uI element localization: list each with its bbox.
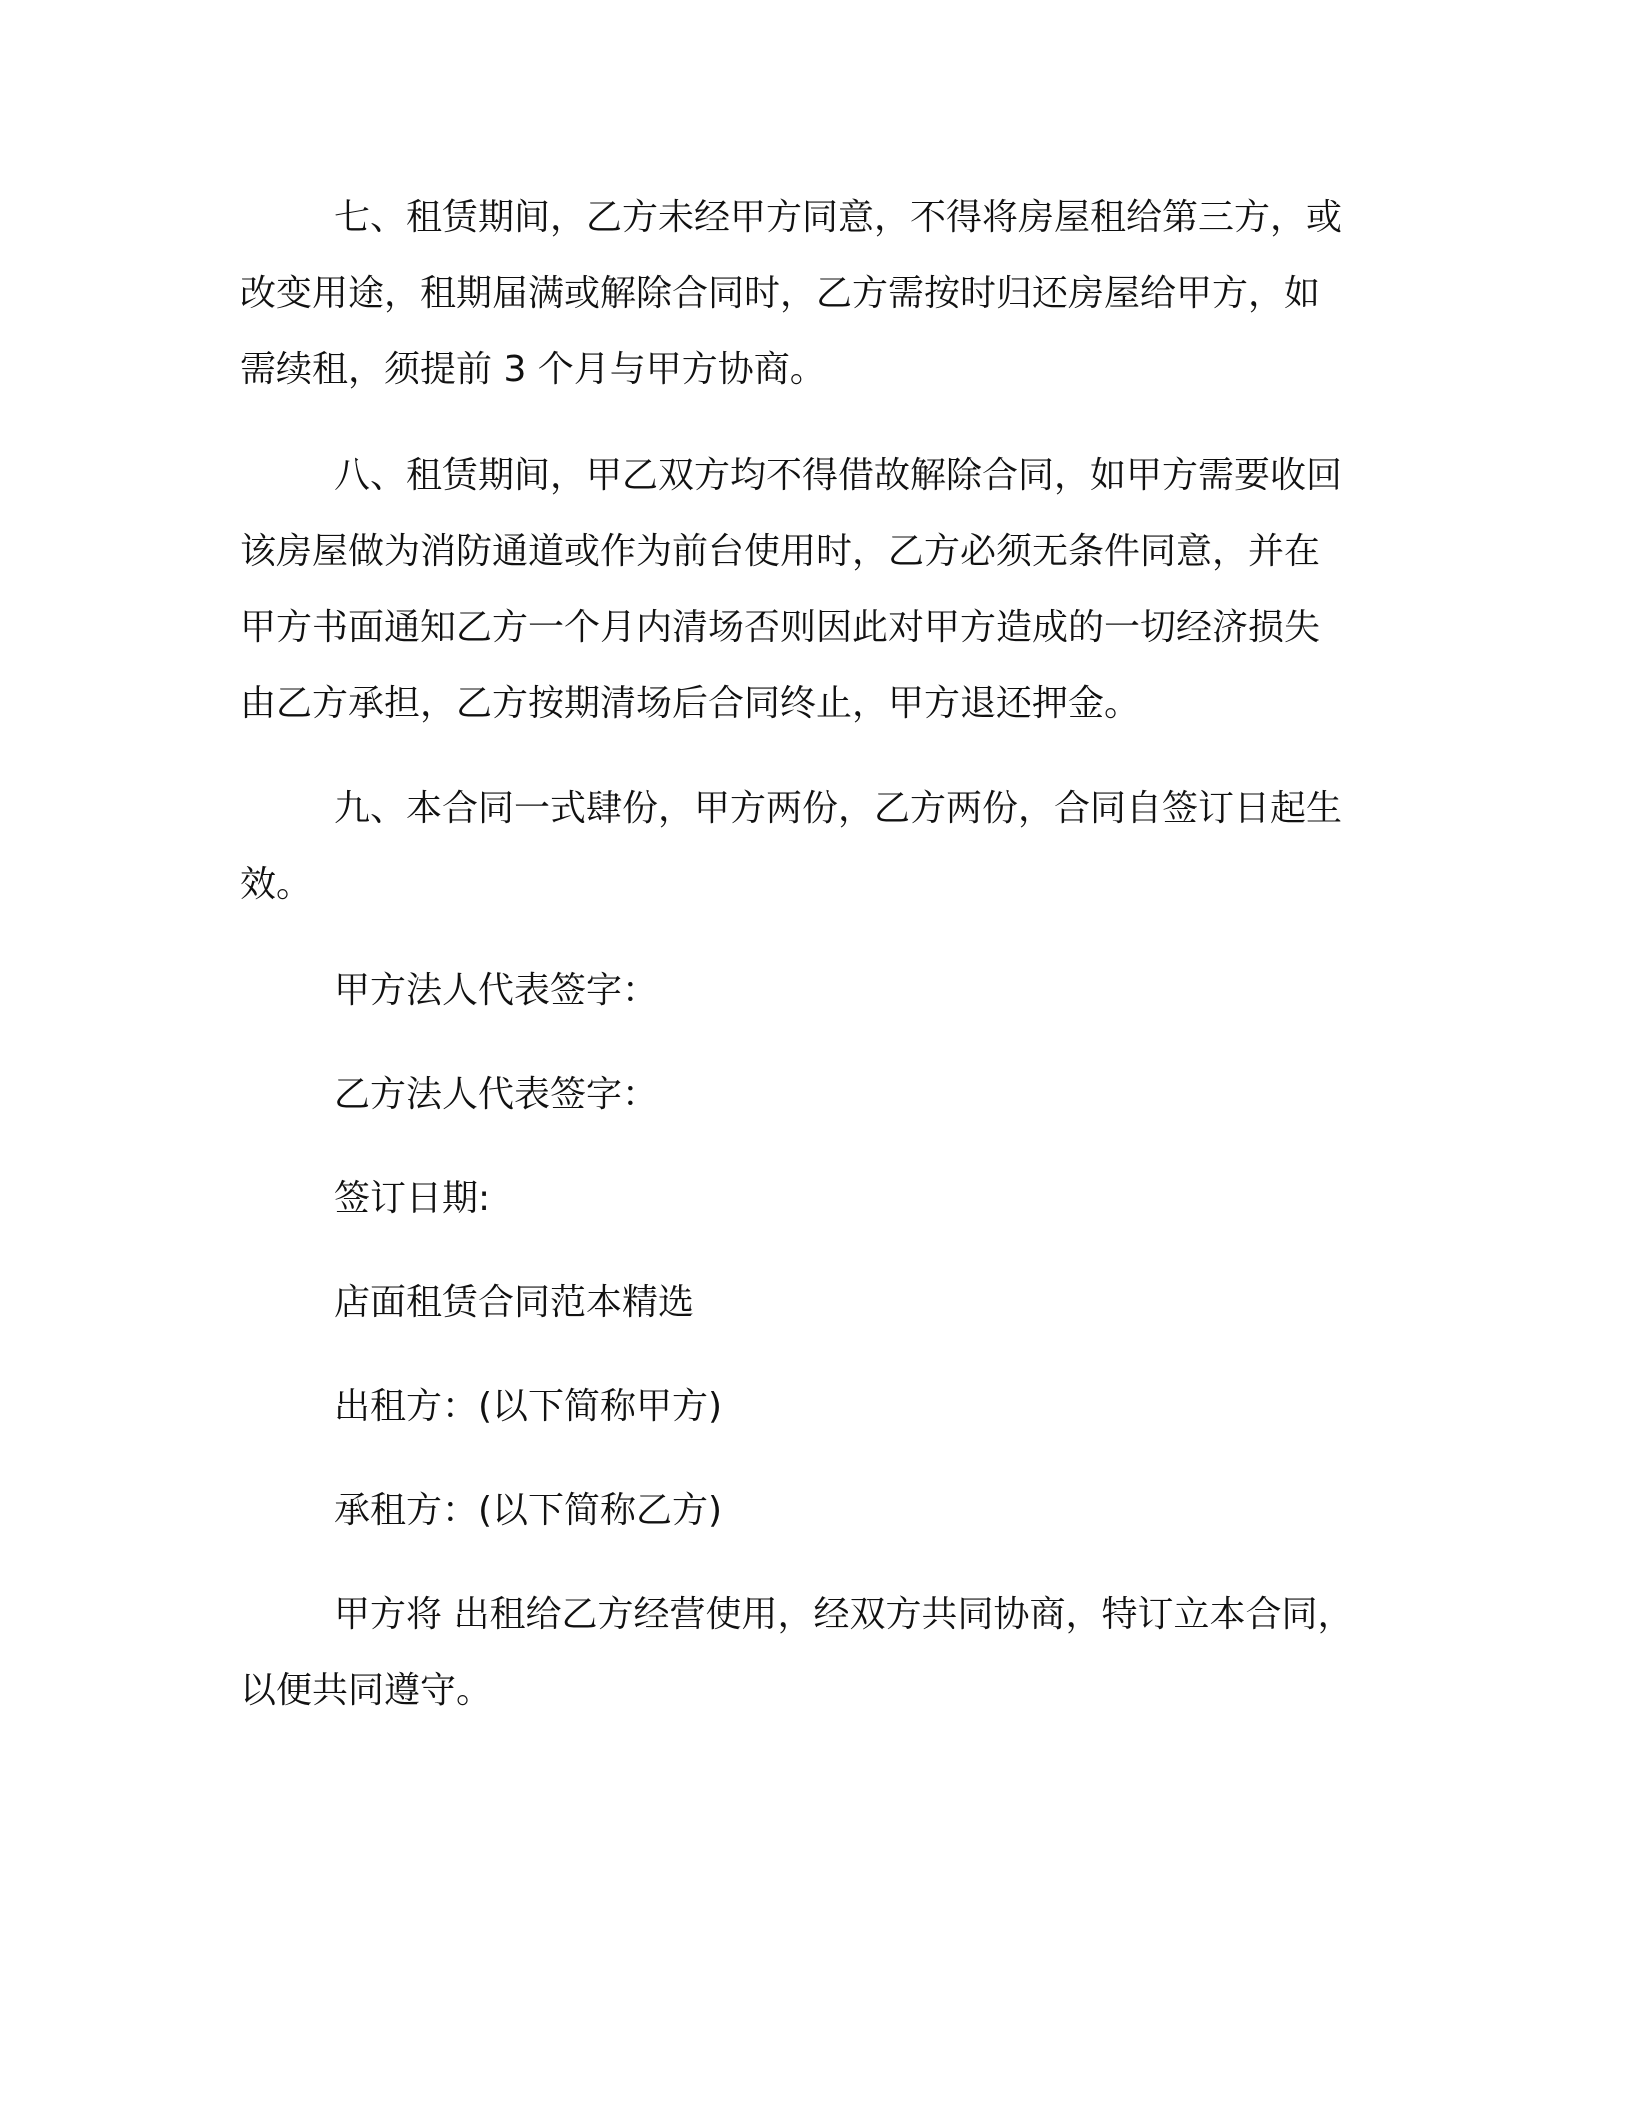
intro-line-1: 甲方将 出租给乙方经营使用，经双方共同协商，特订立本合同， (334, 1594, 1354, 1635)
clause-9-line-1: 九、本合同一式肆份，甲方两份，乙方两份，合同自签订日起生 (334, 788, 1343, 829)
clause-7-line-1: 七、租赁期间，乙方未经甲方同意，不得将房屋租给第三方，或 (334, 197, 1343, 238)
template-title: 店面租赁合同范本精选 (334, 1282, 695, 1323)
clause-8-line-1: 八、租赁期间，甲乙双方均不得借故解除合同，如甲方需要收回 (334, 455, 1343, 496)
signature-party-a: 甲方法人代表签字： (334, 970, 659, 1011)
lessee-line: 承租方：(以下简称乙方) (334, 1490, 723, 1531)
clause-7-line-2: 改变用途，租期届满或解除合同时，乙方需按时归还房屋给甲方，如 (240, 273, 1321, 314)
clause-9-line-2: 效。 (240, 864, 313, 905)
clause-8-line-2: 该房屋做为消防通道或作为前台使用时，乙方必须无条件同意，并在 (240, 531, 1321, 572)
lessor-line: 出租方：(以下简称甲方) (334, 1386, 723, 1427)
clause-8-line-3: 甲方书面通知乙方一个月内清场否则因此对甲方造成的一切经济损失 (240, 607, 1321, 648)
clause-7-line-3: 需续租，须提前 3 个月与甲方协商。 (240, 349, 826, 390)
sign-date: 签订日期: (334, 1178, 491, 1219)
intro-line-2: 以便共同遵守。 (240, 1670, 493, 1711)
clause-8-line-4: 由乙方承担，乙方按期清场后合同终止，甲方退还押金。 (240, 683, 1141, 724)
signature-party-b: 乙方法人代表签字： (334, 1074, 659, 1115)
